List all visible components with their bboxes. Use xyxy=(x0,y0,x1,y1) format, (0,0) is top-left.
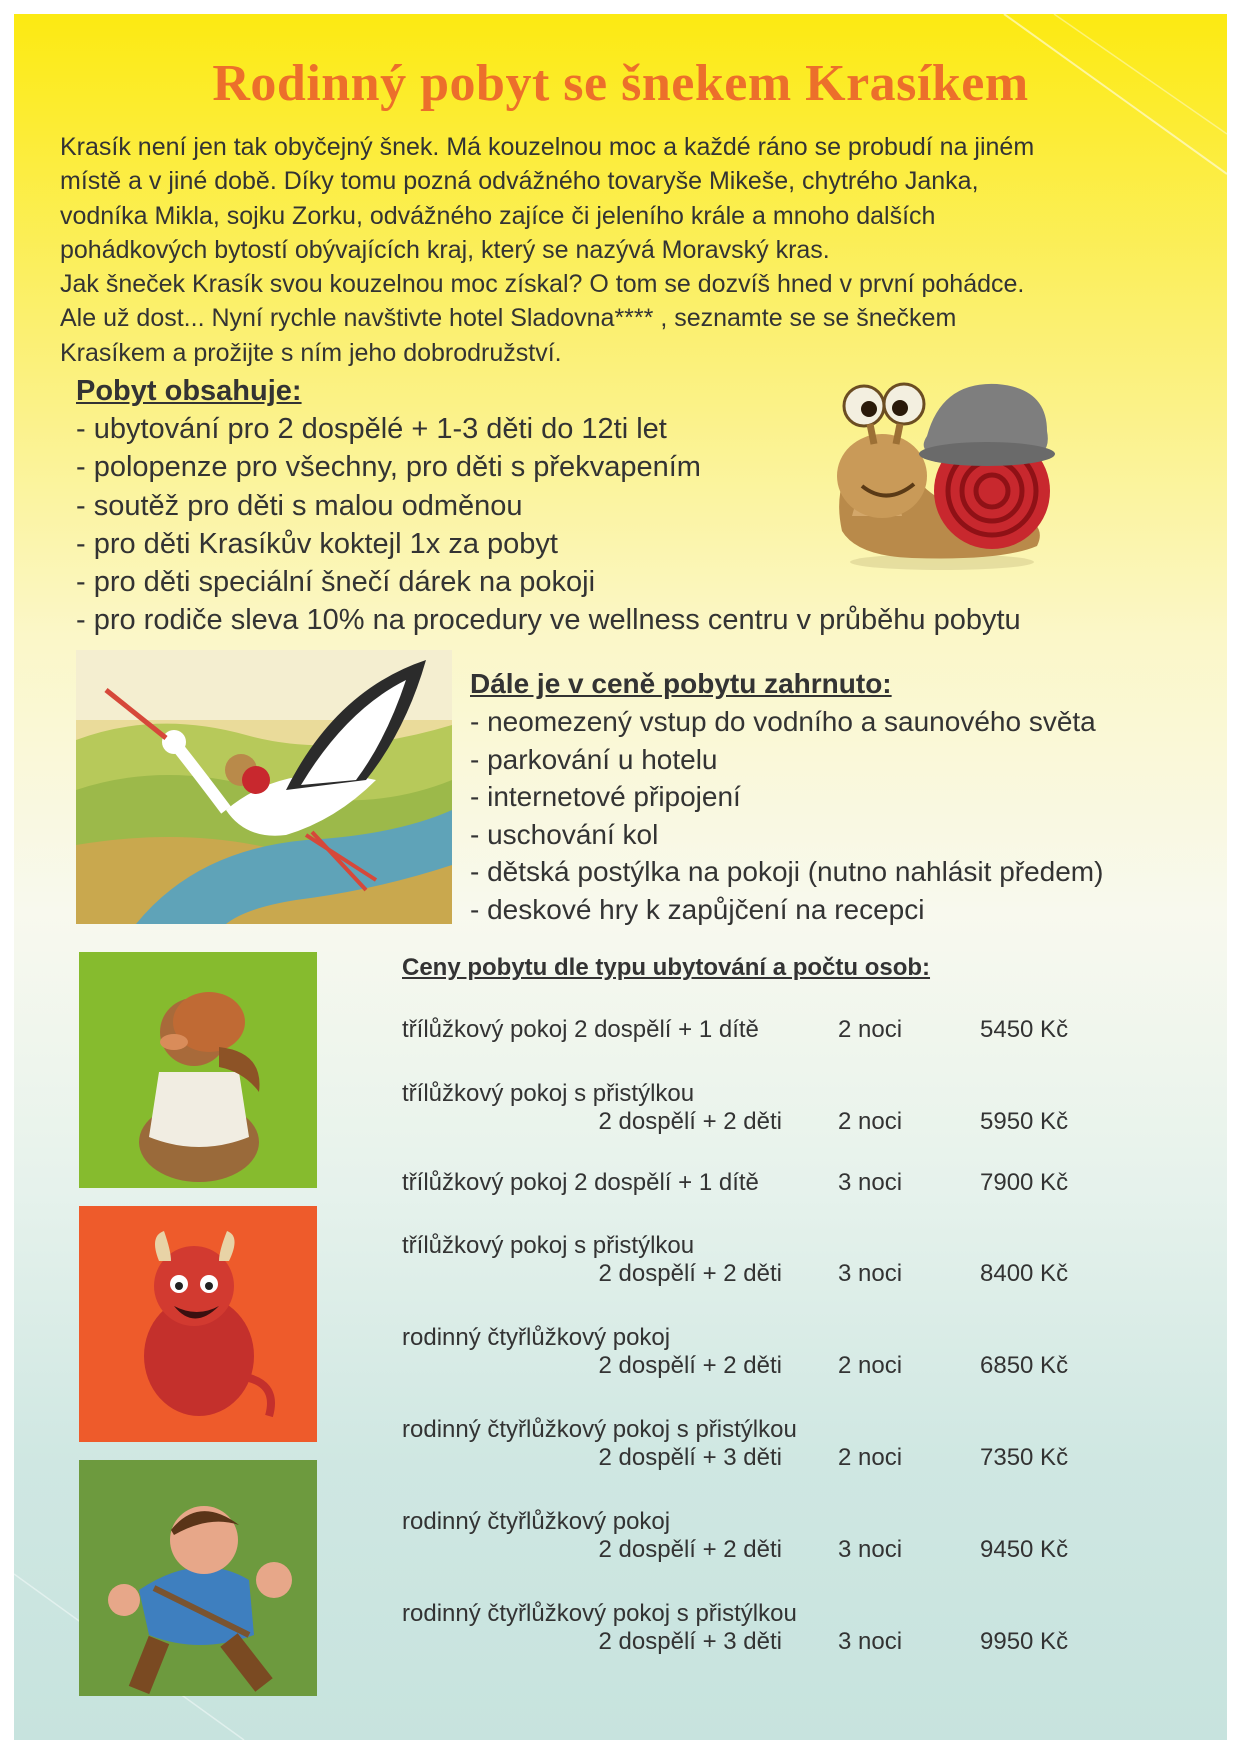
price: 9950 Kč xyxy=(980,1628,1069,1655)
room-type: třílůžkový pokoj s přistýlkou xyxy=(402,1080,695,1107)
prices-heading: Ceny pobytu dle typu ubytování a počtu osob: xyxy=(402,954,931,981)
price: 8400 Kč xyxy=(980,1260,1069,1287)
list-item: - pro děti speciální šnečí dárek na pokoji xyxy=(76,566,596,599)
list-item: - polopenze pro všechny, pro děti s překvapením xyxy=(76,451,701,484)
persons: 2 dospělí + 3 děti xyxy=(598,1444,782,1471)
nights: 2 noci xyxy=(838,1352,903,1379)
nights: 3 noci xyxy=(838,1169,903,1196)
list-item: - neomezený vstup do vodního a saunového světa xyxy=(470,706,1096,737)
stay-includes-heading: Pobyt obsahuje: xyxy=(76,375,302,407)
list-item: - soutěž pro děti s malou odměnou xyxy=(76,489,523,522)
nights: 2 noci xyxy=(838,1444,903,1471)
nights: 3 noci xyxy=(838,1628,903,1655)
price: 6850 Kč xyxy=(980,1352,1069,1379)
list-item: - ubytování pro 2 dospělé + 1-3 děti do 12ti let xyxy=(76,413,667,445)
list-item: - parkování u hotelu xyxy=(470,743,718,775)
intro-line: Krasík není jen tak obyčejný šnek. Má kouzelnou moc a každé ráno se probudí na jiném xyxy=(60,133,1035,161)
price: 7900 Kč xyxy=(980,1169,1069,1196)
also-included-list xyxy=(470,703,1103,929)
list-item: - pro rodiče sleva 10% na procedury ve wellness centru v průběhu pobytu xyxy=(76,604,1021,637)
room-type: rodinný čtyřlůžkový pokoj s přistýlkou xyxy=(402,1600,797,1627)
persons: 2 dospělí + 2 děti xyxy=(598,1536,782,1563)
list-item: - internetové připojení xyxy=(470,781,741,813)
character-girl-illustration xyxy=(79,952,317,1188)
price: 5450 Kč xyxy=(980,1016,1069,1043)
intro-line: Krasíkem a prožijte s ním jeho dobrodružství. xyxy=(60,338,562,367)
intro-line: pohádkových bytostí obývajících kraj, který se nazývá Moravský kras. xyxy=(60,235,830,264)
room-type: rodinný čtyřlůžkový pokoj xyxy=(402,1508,671,1535)
also-included-heading: Dále je v ceně pobytu zahrnuto: xyxy=(470,668,892,699)
room-type: rodinný čtyřlůžkový pokoj xyxy=(402,1324,671,1351)
room-type: třílůžkový pokoj s přistýlkou xyxy=(402,1232,695,1259)
stork-flying-illustration xyxy=(76,650,452,924)
page-title: Rodinný pobyt se šnekem Krasíkem xyxy=(212,55,1029,112)
room-type: třílůžkový pokoj 2 dospělí + 1 dítě xyxy=(402,1016,759,1043)
room-type: třílůžkový pokoj 2 dospělí + 1 dítě xyxy=(402,1169,759,1196)
nights: 3 noci xyxy=(838,1536,903,1563)
price: 5950 Kč xyxy=(980,1108,1069,1135)
persons: 2 dospělí + 2 děti xyxy=(598,1108,782,1135)
snail-krasik-illustration xyxy=(822,366,1062,578)
nights: 3 noci xyxy=(838,1260,903,1287)
intro-paragraph xyxy=(60,130,1210,370)
list-item: - dětská postýlka na pokoji (nutno nahlásit předem) xyxy=(470,856,1104,888)
nights: 2 noci xyxy=(838,1016,903,1043)
also-included-section xyxy=(470,665,1103,929)
list-item: - uschování kol xyxy=(470,818,659,850)
intro-line: místě a v jiné době. Díky tomu pozná odvážného tovaryše Mikeše, chytrého Janka, xyxy=(60,167,979,196)
room-type: rodinný čtyřlůžkový pokoj s přistýlkou xyxy=(402,1416,797,1443)
price: 7350 Kč xyxy=(980,1444,1069,1471)
intro-line: vodníka Mikla, sojku Zorku, odvážného zajíce či jeleního krále a mnoho dalších xyxy=(60,201,936,230)
flyer-page xyxy=(14,14,1227,1740)
intro-line: Ale už dost... Nyní rychle navštivte hotel Sladovna**** , seznamte se se šnečkem xyxy=(60,304,957,333)
intro-line: Jak šneček Krasík svou kouzelnou moc získal? O tom se dozvíš hned v první pohádce. xyxy=(60,270,1025,299)
list-item: - pro děti Krasíkův koktejl 1x za pobyt xyxy=(76,527,558,560)
persons: 2 dospělí + 2 děti xyxy=(598,1352,782,1379)
persons: 2 dospělí + 2 děti xyxy=(598,1260,782,1287)
character-red-creature-illustration xyxy=(79,1206,317,1442)
character-running-boy-illustration xyxy=(79,1460,317,1696)
persons: 2 dospělí + 3 děti xyxy=(598,1628,782,1655)
nights: 2 noci xyxy=(838,1108,903,1135)
price: 9450 Kč xyxy=(980,1536,1069,1563)
list-item: - deskové hry k zapůjčení na recepci xyxy=(470,893,925,925)
